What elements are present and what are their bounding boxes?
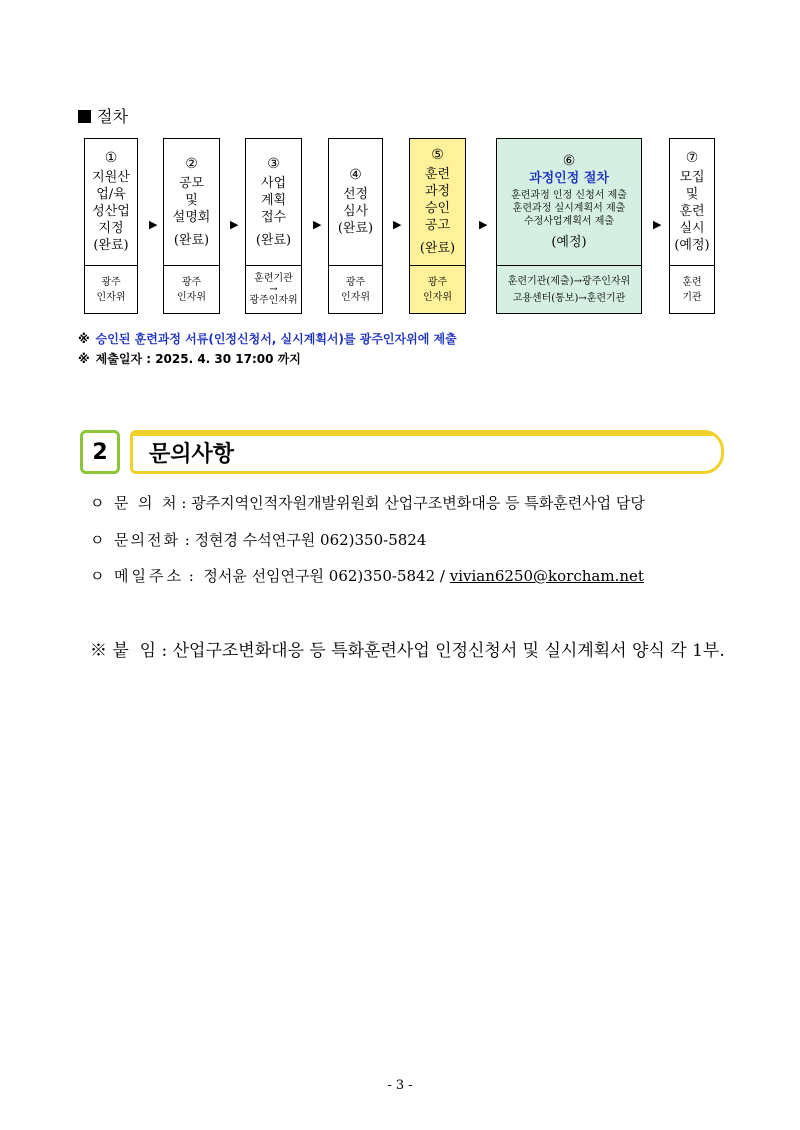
step-title: 지원산 업/육 성산업 지정 — [92, 170, 130, 236]
step-number: ③ — [267, 155, 280, 172]
step-number: ⑤ — [431, 147, 444, 163]
step-3 — [245, 138, 302, 314]
section-number: 2 — [80, 430, 120, 474]
note-text: 제출일자 : 2025. 4. 30 17:00 까지 — [95, 352, 301, 366]
procedure-title: 절차 — [97, 107, 128, 126]
separator: : — [176, 494, 192, 512]
arrow-right-icon: ▶ — [653, 218, 662, 231]
square-bullet-icon — [78, 110, 91, 123]
separator: : — [156, 641, 173, 661]
step-title: 공모 및 설명회 — [172, 175, 211, 225]
step-owner: 광주 인자위 — [423, 276, 452, 303]
attachment-note — [90, 636, 725, 661]
step-status: (예정) — [551, 235, 587, 250]
step-status: (완료) — [255, 232, 292, 248]
contact-value: 정서윤 선임연구원 062)350-5842 / — [203, 567, 450, 585]
step-status: (완료) — [337, 221, 374, 236]
step-title: 모집 및 훈련 실시 — [679, 170, 705, 236]
procedure-flow — [0, 138, 800, 318]
note-mark: ※ — [78, 352, 90, 366]
arrow-right-icon: ▶ — [149, 218, 158, 231]
attachment-label: 붙 임 — [112, 641, 157, 661]
procedure-heading — [78, 104, 128, 127]
step-5 — [409, 138, 466, 314]
inquiry-section-header — [80, 430, 724, 474]
step-owner: 광주 인자위 — [96, 276, 126, 303]
separator: : — [179, 531, 195, 549]
step-owner: 훈련 기관 — [682, 276, 702, 303]
contact-value: 광주지역인적자원개발위원회 산업구조변화대응 등 특화훈련사업 담당 — [191, 494, 645, 512]
contact-phone — [90, 529, 426, 550]
page-number: - 3 - — [387, 1078, 413, 1093]
step-status: (완료) — [173, 232, 210, 248]
step-owner: 광주 인자위 — [341, 276, 370, 303]
contact-value: 정현경 수석연구원 062)350-5824 — [194, 531, 427, 549]
step-2 — [163, 138, 220, 314]
step-number: ⑦ — [685, 150, 699, 166]
step-number: ① — [104, 150, 118, 166]
section-title: 문의사항 — [139, 437, 715, 467]
step-number: ② — [185, 155, 198, 172]
bullet: ㅇ — [90, 531, 105, 549]
note-mark: ※ — [78, 332, 90, 346]
step-status: (완료) — [419, 241, 456, 256]
step-number: ④ — [349, 167, 362, 183]
section-title-bar — [130, 430, 724, 474]
step-6 — [496, 138, 642, 314]
bullet: ㅇ — [90, 494, 105, 512]
arrow-right-icon: ▶ — [230, 218, 239, 231]
step-title: 선정 심사 — [342, 187, 369, 219]
attachment-text: 산업구조변화대응 등 특화훈련사업 인정신청서 및 실시계획서 양식 각 1부. — [172, 641, 725, 661]
step-title: 사업 계획 접수 — [260, 175, 287, 225]
separator: : — [183, 567, 204, 585]
contact-label: 메일주소 — [114, 567, 184, 585]
note-text: 승인된 훈련과정 서류(인정신청서, 실시계획서)를 광주인자위에 제출 — [95, 332, 457, 346]
contact-label: 문의전화 — [114, 531, 180, 549]
arrow-right-icon: ▶ — [313, 218, 322, 231]
contact-label: 문 의 처 — [114, 494, 177, 512]
arrow-right-icon: ▶ — [393, 218, 402, 231]
submission-note — [78, 330, 457, 347]
step-number: ⑥ — [562, 153, 576, 169]
bullet: ㅇ — [90, 567, 105, 585]
contact-office — [90, 492, 645, 513]
step-owner: 훈련기관 → 광주인자위 — [249, 273, 298, 306]
step-1 — [84, 138, 138, 314]
step-title: 과정인정 절차 — [529, 171, 609, 186]
email-link[interactable]: vivian6250@korcham.net — [449, 567, 644, 585]
step-owner: 훈련기관(제출)→광주인자위 고용센터(통보)→훈련기관 — [507, 275, 631, 304]
step-7 — [669, 138, 715, 314]
step-description: 훈련과정 인정 신청서 제출 훈련과정 실시계획서 제출 수정사업계획서 제출 — [511, 190, 627, 227]
deadline-note — [78, 350, 301, 367]
step-status: (완료) — [93, 238, 129, 253]
attachment-mark: ※ — [90, 641, 107, 661]
step-status: (예정) — [674, 238, 710, 253]
step-title: 훈련 과정 승인 공고 — [424, 167, 451, 233]
contact-email — [90, 565, 644, 586]
step-owner: 광주 인자위 — [177, 276, 206, 303]
step-4 — [328, 138, 383, 314]
arrow-right-icon: ▶ — [479, 218, 488, 231]
